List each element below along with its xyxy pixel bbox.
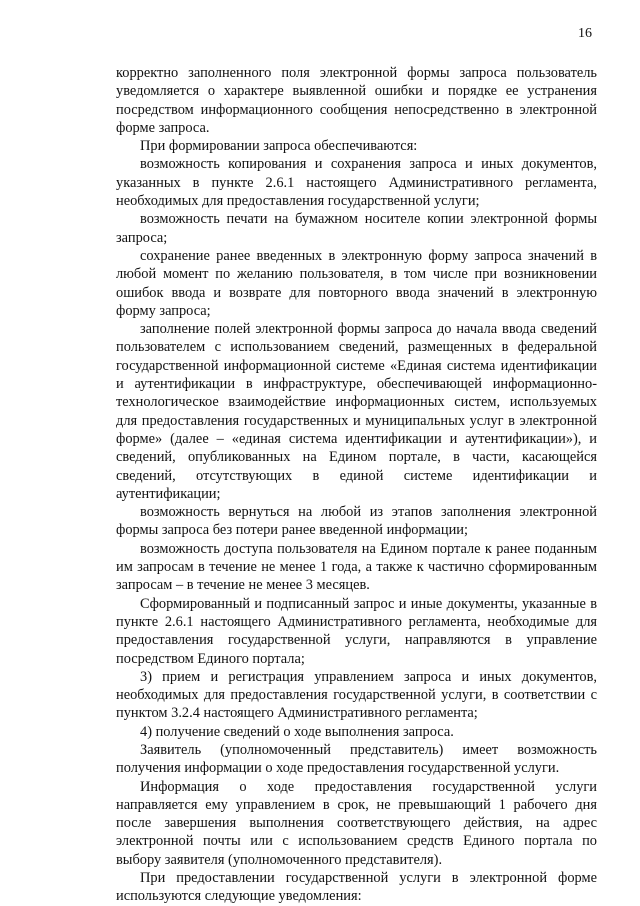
- paragraph: сохранение ранее введенных в электронную форму запроса значений в любой момент по желанию пользователя, в том числе при возникновении ошибок ввода и возврате для повторного ввода значений в электронную форму запроса;: [116, 247, 597, 319]
- paragraph: возможность печати на бумажном носителе копии электронной формы запроса;: [116, 211, 597, 246]
- paragraph: возможность доступа пользователя на Едином портале к ранее поданным им запросам в течение не менее 1 года, а также к частично сформированным запросам – в течение не менее 3 месяцев.: [116, 540, 597, 594]
- paragraph: Заявитель (уполномоченный представитель) имеет возможность получения информации о ходе предоставления государственной услуги.: [116, 741, 597, 777]
- paragraph: заполнение полей электронной формы запроса до начала ввода сведений пользователем с использованием сведений, размещенных в федеральной государственной информационной системе «Единая система идентификации и аутентификации в инфраструктуре, обеспечивающей информационно-технологическое взаимодействие информационных систем, используемых для предоставления государственных и муниципальных услуг в электронной форме» (далее – «единая система идентификации и аутентификации»), и сведений, опубликованных на Едином портале, в части, касающейся сведений, отсутствующих в единой системе идентификации и аутентификации;: [116, 321, 597, 502]
- paragraph: возможность копирования и сохранения запроса и иных документов, указанных в пункте 2.6.1 настоящего Административного регламента, необходимых для предоставления государственной услуги;: [116, 156, 597, 210]
- paragraph: 4) получение сведений о ходе выполнения запроса.: [140, 723, 454, 740]
- paragraph: При предоставлении государственной услуги в электронной форме используются следующие уведомления:: [116, 870, 597, 905]
- page-number: 16: [578, 26, 592, 41]
- paragraph: корректно заполненного поля электронной формы запроса пользователь уведомляется о характере выявленной ошибки и порядке ее устранения посредством информационного сообщения непосредственно в электронной форме запроса.: [116, 65, 597, 136]
- paragraph: Информация о ходе предоставления государственной услуги направляется ему управлением в срок, не превышающий 1 рабочего дня после завершения выполнения соответствующего действия, на адрес электронной почты или с использованием средств Единого портала по выбору заявителя (уполномоченного представителя).: [116, 778, 597, 868]
- paragraph: При формировании запроса обеспечиваются:: [140, 138, 418, 155]
- paragraph: 3) прием и регистрация управлением запроса и иных документов, необходимых для предоставления государственной услуги, в соответствии с пунктом 3.2.4 настоящего Административного регламента;: [116, 668, 597, 722]
- document-body: [116, 64, 597, 906]
- paragraph: возможность вернуться на любой из этапов заполнения электронной формы запроса без потери ранее введенной информации;: [116, 504, 597, 539]
- paragraph: Сформированный и подписанный запрос и иные документы, указанные в пункте 2.6.1 настоящего Административного регламента, необходимые для предоставления государственной услуги, направляются в управление посредством Единого портала;: [116, 595, 597, 667]
